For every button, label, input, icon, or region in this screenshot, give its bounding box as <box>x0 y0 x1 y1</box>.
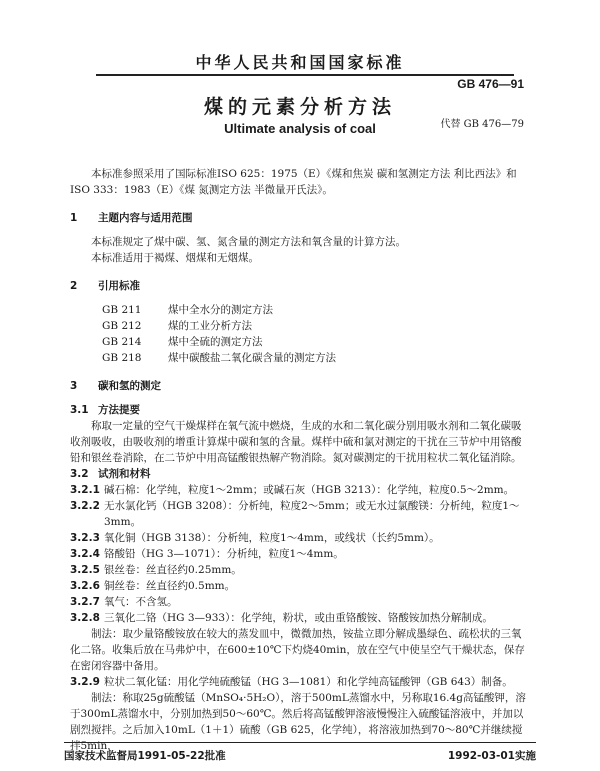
section-title: 引用标准 <box>98 280 140 292</box>
section-3-heading <box>70 378 526 394</box>
preparation-paragraph: 制法：取少量铬酸铵放在较大的蒸发皿中，微微加热，铵盐立即分解成墨绿色、疏松状的三氧化二铬。收集后放在马弗炉中，在600±10℃下灼烧40min，放在空气中使呈空气干燥状态，保存在密闭容器中备用。 <box>70 628 525 672</box>
reagent-item <box>70 530 526 546</box>
document-body <box>70 166 526 754</box>
preparation-paragraph: 制法：称取25g硫酸锰（MnSO₄·5H₂O），溶于500mL蒸馏水中，另称取16.4g高锰酸钾，溶于300mL蒸馏水中，分别加热到50～60℃。然后将高锰酸钾溶液慢慢注入硫酸锰溶液中，并加以剧烈搅拌。之后加入10mL（1＋1）硫酸（GB 625，化学纯），将溶液加热到70～80℃并继续搅拌5min， <box>70 692 526 752</box>
item-number: 3.2.4 <box>70 548 100 560</box>
item-text: 铬酸铅（HG 3—1071）：分析纯，粒度1～4mm。 <box>104 548 344 560</box>
reagent-item <box>70 562 526 578</box>
section-title: 主题内容与适用范围 <box>98 212 193 224</box>
item-text: 无水氯化钙（HGB 3208）：分析纯，粒度2～5mm；或无水过氯酸镁：分析纯，粒度1～3mm。 <box>104 500 520 528</box>
item-text: 粒状二氧化锰：用化学纯硫酸锰（HG 3—1081）和化学纯高锰酸钾（GB 643）制备。 <box>104 676 513 688</box>
document-title-cn: 煤的元素分析方法 <box>203 96 396 118</box>
reagent-item <box>70 610 526 626</box>
item-number: 3.2.6 <box>70 580 100 592</box>
reference-title: 煤中全水分的测定方法 <box>168 304 273 316</box>
item-text: 铜丝卷：丝直径约0.5mm。 <box>104 580 236 592</box>
reference-code: GB 212 <box>102 320 142 332</box>
item-text: 银丝卷：丝直径约0.25mm。 <box>104 564 242 576</box>
item-number: 3.2.7 <box>70 596 100 608</box>
section-number: 2 <box>70 280 78 292</box>
replaces-standard: 代替 GB 476—79 <box>440 119 524 130</box>
reagent-item <box>70 674 526 690</box>
reference-title: 煤的工业分析方法 <box>168 320 252 332</box>
reference-code: GB 218 <box>102 352 142 364</box>
subsection-3-2-heading <box>70 466 526 482</box>
item-number: 3.2.9 <box>70 676 100 688</box>
reference-item <box>70 318 526 334</box>
item-text: 碱石棉：化学纯，粒度1～2mm；或碱石灰（HGB 3213）：化学纯，粒度0.5～2mm。 <box>104 484 515 496</box>
item-number: 3.2.2 <box>70 500 100 512</box>
document-title-en: Ultimate analysis of coal <box>224 121 376 136</box>
section-number: 1 <box>70 212 78 224</box>
national-standard-label: 中华人民共和国国家标准 <box>195 53 405 72</box>
item-number: 3.2.3 <box>70 532 100 544</box>
reference-code: GB 214 <box>102 336 142 348</box>
subsection-title: 方法提要 <box>98 404 140 416</box>
reference-item <box>70 302 526 318</box>
item-text: 氧化铜（HGB 3138）：分析纯，粒度1～4mm，或线状（长约5mm）。 <box>104 532 440 544</box>
method-summary-paragraph: 称取一定量的空气干燥煤样在氧气流中燃烧，生成的水和二氧化碳分别用吸水剂和二氧化碳吸收剂吸收，由吸收剂的增重计算煤中碳和氢的含量。煤样中硫和氯对测定的干扰在三节炉中用铬酸铅和银丝卷消除，在二节炉中用高锰酸银热解产物消除。氮对碳测定的干扰用粒状二氧化锰消除。 <box>70 420 522 464</box>
section-title: 碳和氢的测定 <box>98 380 161 392</box>
item-number: 3.2.8 <box>70 612 100 624</box>
approval-date: 国家技术监督局1991-05-22批准 <box>64 750 226 762</box>
reagent-item <box>70 578 526 594</box>
reagent-item <box>70 594 526 610</box>
implementation-date: 1992-03-01实施 <box>447 750 536 762</box>
subsection-number: 3.1 <box>70 404 89 416</box>
header-rule <box>96 74 514 76</box>
section-number: 3 <box>70 380 78 392</box>
paragraph: 本标准规定了煤中碳、氢、氮含量的测定方法和氧含量的计算方法。 <box>91 236 406 248</box>
subsection-number: 3.2 <box>70 468 89 480</box>
reference-title: 煤中碳酸盐二氧化碳含量的测定方法 <box>168 352 336 364</box>
item-text: 三氧化二铬（HG 3—933）：化学纯，粉状，或由重铬酸铵、铬酸铵加热分解制成。 <box>104 612 493 624</box>
reference-item <box>70 334 526 350</box>
subsection-title: 试剂和材料 <box>98 468 151 480</box>
reference-title: 煤中全硫的测定方法 <box>168 336 263 348</box>
reference-item <box>70 350 526 366</box>
reagent-item <box>70 482 526 498</box>
reagent-item <box>70 546 526 562</box>
section-1-heading <box>70 210 526 226</box>
paragraph: 本标准适用于褐煤、烟煤和无烟煤。 <box>91 252 259 264</box>
footer-rule <box>64 742 536 743</box>
item-text: 氧气：不含氢。 <box>104 596 178 608</box>
reagent-item <box>70 498 526 530</box>
item-number: 3.2.5 <box>70 564 100 576</box>
section-2-heading <box>70 278 526 294</box>
item-number: 3.2.1 <box>70 484 100 496</box>
subsection-3-1-heading <box>70 402 526 418</box>
intro-paragraph: 本标准参照采用了国际标准ISO 625：1975（E）《煤和焦炭 碳和氢测定方法 利比西法》和ISO 333：1983（E）《煤 氮测定方法 半微量开氏法》。 <box>70 168 517 196</box>
reference-code: GB 211 <box>102 304 142 316</box>
standard-number: GB 476—91 <box>457 77 524 91</box>
